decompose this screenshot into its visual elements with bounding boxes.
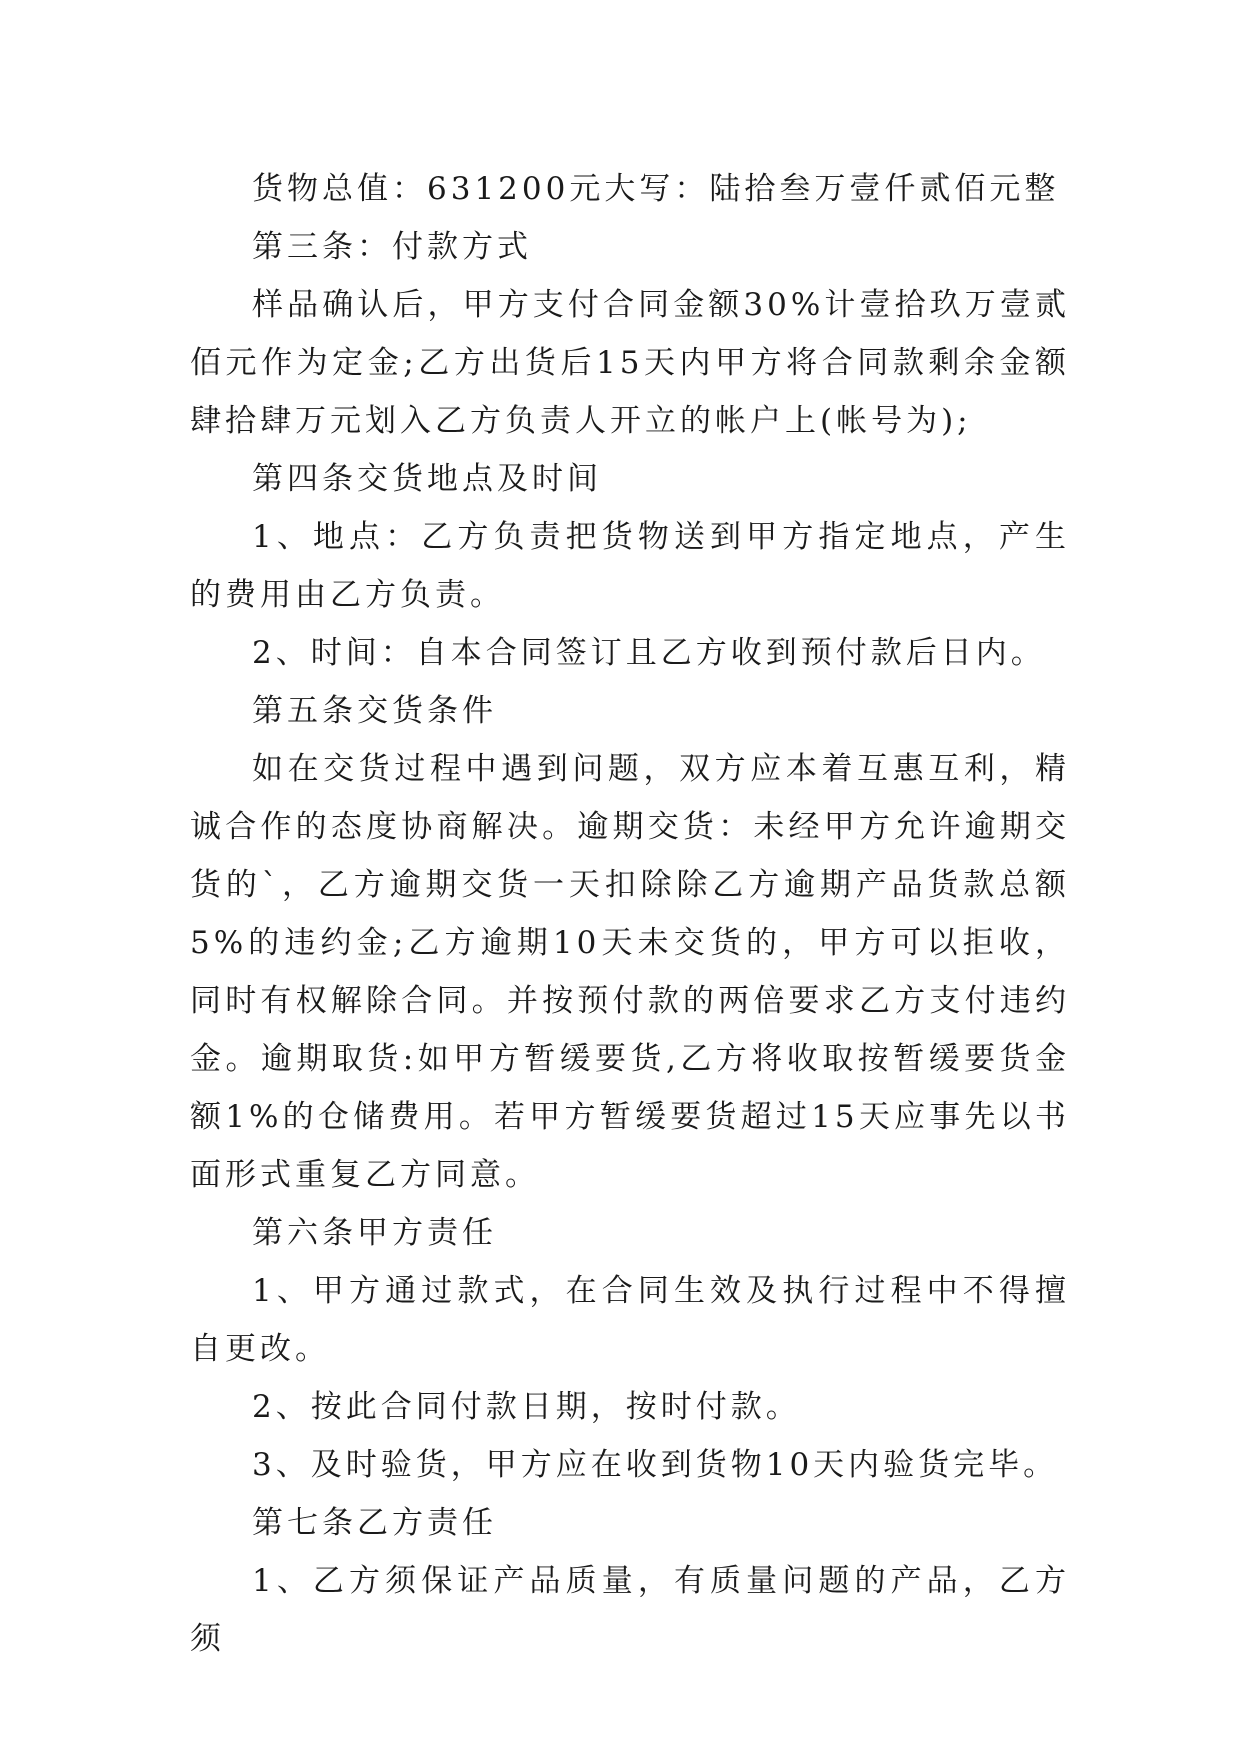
heading-article-7: 第七条乙方责任: [252, 1505, 497, 1541]
paragraph-total-value: 货物总值：631200元大写：陆拾叁万壹仟贰佰元整: [252, 171, 1060, 207]
paragraph-party-a-duty-1: 1、甲方通过款式，在合同生效及执行过程中不得擅自更改。: [190, 1273, 1070, 1367]
paragraph-party-b-duty-1: 1、乙方须保证产品质量，有质量问题的产品，乙方须: [190, 1563, 1070, 1657]
paragraph-party-a-duty-2: 2、按此合同付款日期，按时付款。: [252, 1389, 801, 1425]
heading-article-6: 第六条甲方责任: [252, 1215, 497, 1251]
paragraph-party-a-duty-3: 3、及时验货，甲方应在收到货物10天内验货完毕。: [252, 1447, 1059, 1483]
heading-article-4: 第四条交货地点及时间: [252, 461, 602, 497]
heading-article-3: 第三条：付款方式: [252, 229, 532, 265]
paragraph-delivery-conditions: 如在交货过程中遇到问题，双方应本着互惠互利，精诚合作的态度协商解决。逾期交货：未经甲方允许逾期交货的`，乙方逾期交货一天扣除除乙方逾期产品货款总额5%的违约金;乙方逾期10天未交货的，甲方可以拒收，同时有权解除合同。并按预付款的两倍要求乙方支付违约金。逾期取货:如甲方暂缓要货,乙方将收取按暂缓要货金额1%的仓储费用。若甲方暂缓要货超过15天应事先以书面形式重复乙方同意。: [190, 751, 1070, 1193]
paragraph-delivery-location: 1、地点：乙方负责把货物送到甲方指定地点，产生的费用由乙方负责。: [190, 519, 1070, 613]
paragraph-payment-terms: 样品确认后，甲方支付合同金额30%计壹拾玖万壹贰佰元作为定金;乙方出货后15天内甲方将合同款剩余金额肆拾肆万元划入乙方负责人开立的帐户上(帐号为);: [190, 287, 1070, 439]
document-body: [190, 160, 1070, 1668]
heading-article-5: 第五条交货条件: [252, 693, 497, 729]
paragraph-delivery-time: 2、时间：自本合同签订且乙方收到预付款后日内。: [252, 635, 1046, 671]
